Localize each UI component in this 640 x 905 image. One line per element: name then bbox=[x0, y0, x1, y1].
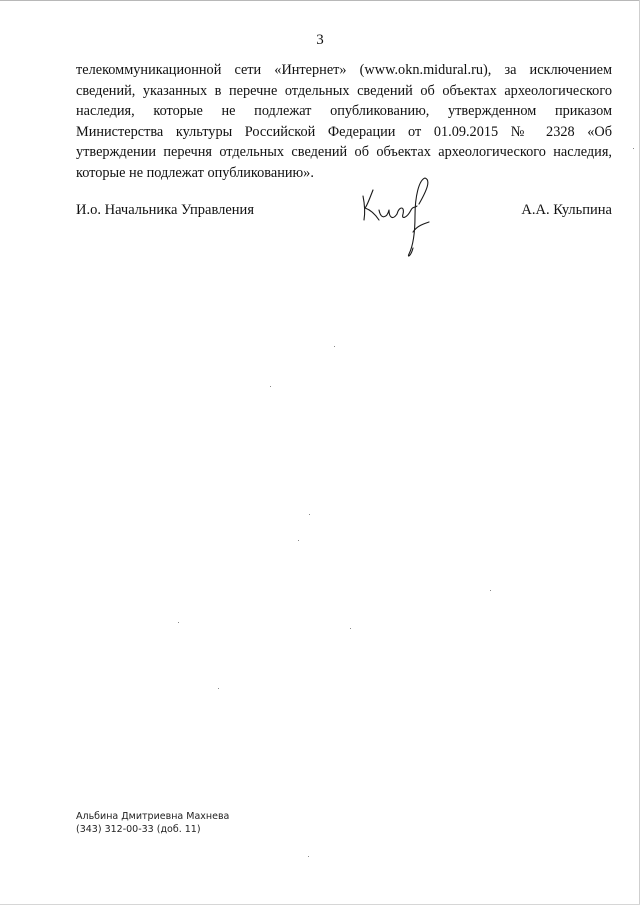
page-number: 3 bbox=[316, 32, 324, 48]
signatory-title: И.о. Начальника Управления bbox=[76, 202, 254, 218]
scan-speck bbox=[270, 386, 271, 387]
signatory-name: А.А. Кульпина bbox=[521, 202, 612, 218]
scan-speck bbox=[490, 590, 491, 591]
scan-speck bbox=[334, 346, 335, 347]
scan-speck bbox=[218, 688, 219, 689]
scan-speck bbox=[298, 540, 299, 541]
scan-speck bbox=[633, 148, 634, 149]
signature-block bbox=[76, 200, 612, 270]
contact-name: Альбина Дмитриевна Махнева bbox=[76, 811, 230, 822]
contact-info bbox=[76, 810, 229, 836]
contact-phone: (343) 312-00-33 (доб. 11) bbox=[76, 824, 201, 835]
scan-speck bbox=[309, 514, 310, 515]
body-paragraph: телекоммуникационной сети «Интернет» (www.okn.midural.ru), за исключением сведений, указанных в перечне отдельных сведений об объектах археологического наследия, которые не подлежат опубликованию, утвержденном приказом Министерства культуры Российской Федерации от 01.09.2015 № 2328 «Об утверждении перечня отдельных сведений об объектах археологического наследия, которые не подлежат опубликованию». bbox=[76, 62, 612, 181]
page-edge-top bbox=[0, 0, 640, 1]
handwritten-signature bbox=[359, 176, 439, 258]
scan-speck bbox=[350, 628, 351, 629]
scan-speck bbox=[178, 622, 179, 623]
scan-speck bbox=[308, 856, 309, 857]
